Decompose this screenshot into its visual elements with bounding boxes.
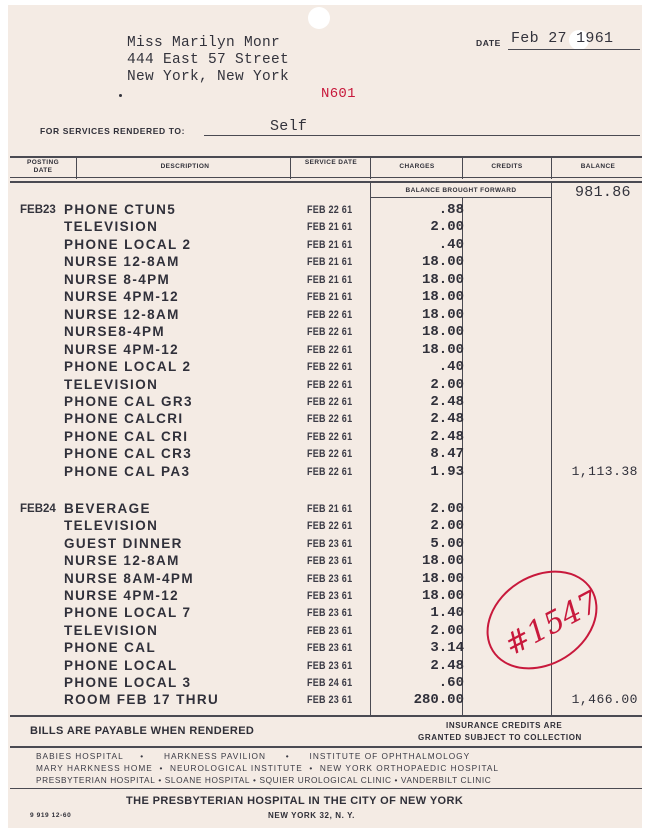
service-date: FEB 23 61	[307, 572, 353, 585]
description: NURSE 12-8AM	[64, 306, 180, 322]
affiliates-line-2: MARY HARKNESS HOME • NEUROLOGICAL INSTITUTE • NEW YORK ORTHOPAEDIC HOSPITAL	[36, 763, 500, 773]
hospital-bill	[8, 5, 642, 828]
charge: 2.48	[430, 411, 464, 428]
ledger-row	[8, 536, 642, 554]
balance: 1,113.38	[571, 463, 638, 479]
charge: 280.00	[413, 692, 464, 709]
col-balance: BALANCE	[580, 163, 616, 170]
service-date: FEB 23 61	[307, 624, 353, 637]
service-date: FEB 21 61	[307, 221, 353, 234]
charge: 18.00	[421, 341, 464, 358]
ledger-row	[8, 324, 642, 342]
form-number: 9 919 12-60	[30, 812, 72, 819]
affiliates-line-1: BABIES HOSPITAL • HARKNESS PAVILION • INSTITUTE OF OPHTHALMOLOGY	[36, 751, 471, 761]
service-date: FEB 21 61	[307, 291, 353, 304]
service-date: FEB 22 61	[307, 361, 353, 374]
service-date: FEB 22 61	[307, 378, 353, 391]
description: NURSE8-4PM	[64, 324, 166, 340]
patient-city: New York, New York	[127, 69, 290, 85]
charge: .40	[438, 236, 464, 253]
service-date: FEB 21 61	[307, 238, 353, 251]
col-charges: CHARGES	[399, 163, 435, 170]
ledger-row	[8, 202, 642, 220]
service-date: FEB 23 61	[307, 642, 353, 655]
col-service-date: SERVICE DATE	[304, 159, 358, 166]
description: PHONE CALCRI	[64, 411, 184, 427]
charge: 2.00	[430, 376, 464, 393]
description: PHONE LOCAL	[64, 657, 178, 673]
date-value: Feb 27 1961	[511, 30, 614, 47]
description: NURSE 8-4PM	[64, 271, 171, 287]
description: PHONE CAL CRI	[64, 428, 189, 444]
charge: .88	[438, 202, 464, 218]
service-date: FEB 23 61	[307, 537, 353, 550]
ledger-row	[8, 501, 642, 519]
service-date: FEB 23 61	[307, 590, 353, 602]
ledger-row	[8, 377, 642, 395]
service-date: FEB 22 61	[307, 448, 353, 461]
services-value: Self	[270, 118, 308, 135]
description: BEVERAGE	[64, 501, 151, 516]
charge: .60	[438, 675, 464, 691]
ledger-row	[8, 289, 642, 307]
charge: 3.14	[430, 640, 464, 657]
posting-date: FEB23	[20, 204, 56, 216]
description: PHONE CAL GR3	[64, 393, 193, 409]
service-date: FEB 22 61	[307, 395, 353, 408]
service-date: FEB 22 61	[307, 308, 353, 321]
punch-hole-left	[308, 7, 330, 29]
charge: 8.47	[430, 446, 464, 463]
ledger-row	[8, 219, 642, 237]
ledger-row	[8, 394, 642, 412]
description: TELEVISION	[64, 518, 159, 534]
description: PHONE CTUN5	[64, 202, 177, 217]
hospital-address: NEW YORK 32, N. Y.	[268, 811, 355, 820]
description: NURSE 8AM-4PM	[64, 570, 194, 586]
ledger-row	[8, 359, 642, 377]
ledger-row	[8, 254, 642, 272]
description: ROOM FEB 17 THRU	[64, 692, 220, 708]
col-credits: CREDITS	[491, 163, 523, 170]
account-number: N601	[321, 86, 356, 102]
ledger-row	[8, 307, 642, 325]
insurance-line-1: INSURANCE CREDITS ARE	[446, 721, 563, 730]
patient-street: 444 East 57 Street	[127, 52, 290, 68]
charge: 2.00	[430, 518, 464, 535]
service-date: FEB 22 61	[307, 326, 353, 339]
description: PHONE LOCAL 2	[64, 359, 192, 375]
ledger-row	[8, 692, 642, 710]
description: TELEVISION	[64, 376, 159, 392]
description: NURSE 12-8AM	[64, 254, 180, 270]
service-date: FEB 22 61	[307, 204, 353, 216]
service-date: FEB 22 61	[307, 430, 353, 443]
service-date: FEB 22 61	[307, 413, 353, 426]
service-date: FEB 22 61	[307, 343, 353, 356]
col-posting-date: POSTING DATE	[26, 159, 60, 174]
description: NURSE 4PM-12	[64, 341, 180, 357]
charge: 2.48	[430, 393, 464, 410]
charge: 5.00	[430, 535, 464, 552]
charge: 18.00	[421, 570, 464, 587]
description: GUEST DINNER	[64, 535, 183, 551]
charge: 1.40	[430, 605, 464, 622]
charge: 2.48	[430, 428, 464, 445]
service-date: FEB 21 61	[307, 503, 353, 515]
charge: 18.00	[421, 289, 464, 306]
charge: .40	[438, 359, 464, 376]
ledger-row	[8, 675, 642, 693]
description: PHONE CAL CR3	[64, 446, 193, 462]
description: TELEVISION	[64, 622, 159, 638]
service-date: FEB 22 61	[307, 465, 353, 478]
service-date: FEB 21 61	[307, 273, 353, 286]
service-date: FEB 22 61	[307, 520, 353, 533]
charge: 18.00	[421, 324, 464, 341]
service-date: FEB 23 61	[307, 607, 353, 620]
charge: 18.00	[421, 553, 464, 570]
description: TELEVISION	[64, 219, 159, 235]
patient-name: Miss Marilyn Monr	[127, 35, 281, 51]
ledger-row	[8, 237, 642, 255]
affiliates-line-3: PRESBYTERIAN HOSPITAL • SLOANE HOSPITAL • SQUIER UROLOGICAL CLINIC • VANDERBILT CLINIC	[36, 775, 492, 785]
description: PHONE CAL	[64, 640, 157, 656]
ledger-row	[8, 411, 642, 429]
charge: 2.00	[430, 622, 464, 639]
description: NURSE 4PM-12	[64, 289, 180, 305]
description: NURSE 12-8AM	[64, 553, 180, 569]
service-date: FEB 23 61	[307, 659, 353, 672]
charge: 18.00	[421, 588, 464, 604]
hospital-name: THE PRESBYTERIAN HOSPITAL IN THE CITY OF NEW YORK	[126, 795, 464, 807]
ledger-row	[8, 518, 642, 536]
col-description: DESCRIPTION	[160, 163, 210, 170]
ledger-row	[8, 429, 642, 447]
posting-date: FEB24	[20, 503, 56, 515]
description: PHONE LOCAL 3	[64, 675, 192, 690]
description: PHONE LOCAL 7	[64, 605, 192, 621]
description: PHONE CAL PA3	[64, 463, 191, 479]
ledger-row	[8, 342, 642, 360]
description: PHONE LOCAL 2	[64, 236, 192, 252]
payable-notice: BILLS ARE PAYABLE WHEN RENDERED	[30, 725, 255, 737]
charge: 18.00	[421, 254, 464, 271]
insurance-line-2: GRANTED SUBJECT TO COLLECTION	[418, 733, 582, 742]
services-label: FOR SERVICES RENDERED TO:	[40, 126, 186, 136]
balance: 1,466.00	[571, 692, 638, 708]
ledger-row	[8, 272, 642, 290]
service-date: FEB 21 61	[307, 256, 353, 269]
charge: 2.00	[430, 219, 464, 236]
ledger-row	[8, 464, 642, 482]
charge: 1.93	[430, 463, 464, 480]
bullet-dot	[119, 94, 122, 97]
date-label: DATE	[476, 38, 501, 48]
balance-forward-value: 981.86	[575, 184, 631, 201]
service-date: FEB 24 61	[307, 677, 353, 689]
charge: 2.48	[430, 657, 464, 674]
stamp-text: #1547	[498, 584, 605, 664]
ledger-row	[8, 446, 642, 464]
description: NURSE 4PM-12	[64, 588, 180, 603]
charge: 18.00	[421, 271, 464, 288]
service-date: FEB 23 61	[307, 694, 353, 707]
red-stamp	[478, 565, 608, 675]
charge: 18.00	[421, 306, 464, 323]
charge: 2.00	[430, 501, 464, 517]
service-date: FEB 23 61	[307, 555, 353, 568]
balance-forward-label: BALANCE BROUGHT FORWARD	[405, 187, 517, 194]
